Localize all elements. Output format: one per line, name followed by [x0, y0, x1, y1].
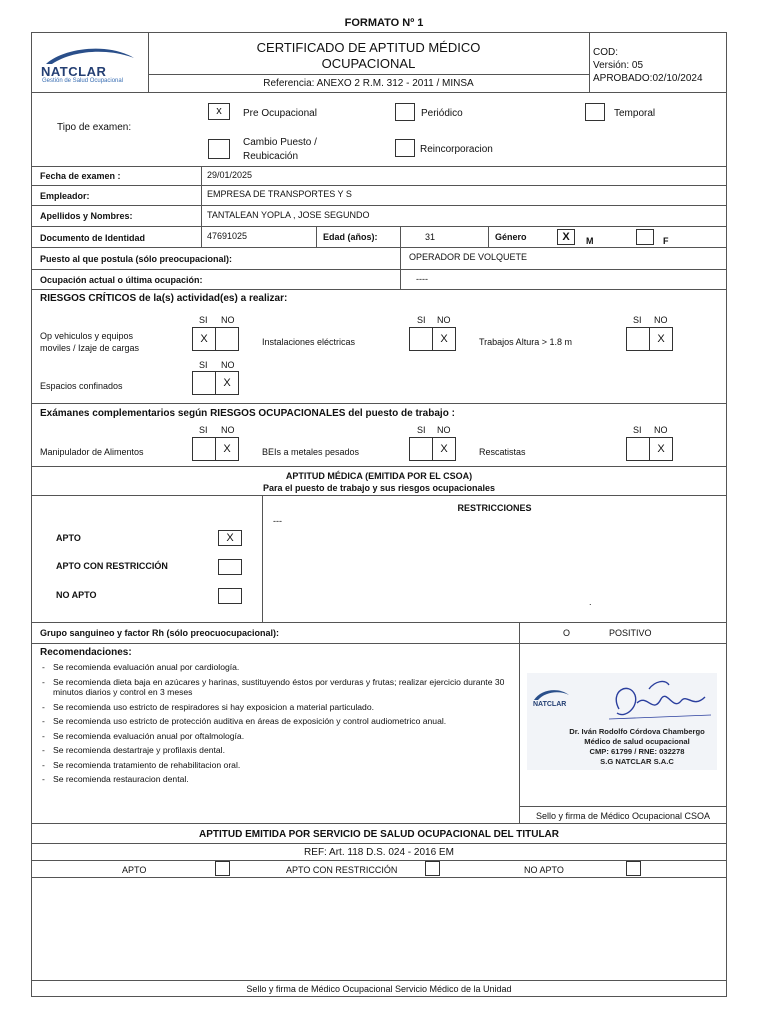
certificate-title: CERTIFICADO DE APTITUD MÉDICO OCUPACIONAL [256, 40, 481, 71]
titular-restriccion-label: APTO CON RESTRICCIÓN [286, 865, 398, 875]
grupo-blood-type: O [563, 628, 571, 638]
aptitud-apto-label: APTO [56, 533, 81, 543]
riesgo-electricas-no[interactable]: X [432, 327, 456, 351]
exam-pre-ocupacional-checkbox[interactable]: x [208, 103, 230, 120]
examen-no-header-1: NO [221, 425, 235, 435]
examen-no-header-2: NO [437, 425, 451, 435]
examen-rescatistas-si[interactable] [626, 437, 650, 461]
riesgo-espacios-no[interactable]: X [215, 371, 239, 395]
stamp-caption: Sello y firma de Médico Ocupacional CSOA [535, 811, 711, 821]
titular-no-apto-checkbox[interactable] [626, 861, 641, 876]
examen-rescatistas-no[interactable]: X [649, 437, 673, 461]
examen-no-header-3: NO [654, 425, 668, 435]
aptitud-no-apto-label: NO APTO [56, 590, 97, 600]
titular-apto-checkbox[interactable] [215, 861, 230, 876]
riesgo-op-vehiculos-si[interactable]: X [192, 327, 216, 351]
recomendacion-item: - Se recomienda evaluación anual por cardiología. [38, 662, 514, 673]
riesgo-espacios-label: Espacios confinados [40, 381, 123, 391]
riesgo-electricas-si[interactable] [409, 327, 433, 351]
doc-meta: COD: Versión: 05 APROBADO:02/10/2024 [593, 47, 703, 84]
titular-title: APTITUD EMITIDA POR SERVICIO DE SALUD OCUPACIONAL DEL TITULAR [198, 829, 559, 840]
titular-no-apto-label: NO APTO [524, 865, 564, 875]
puesto-value: OPERADOR DE VOLQUETE [409, 252, 528, 262]
natclar-logo [38, 44, 142, 86]
exam-periodico-label: Periódico [421, 108, 463, 119]
stamp-logo-text: NATCLAR [533, 701, 567, 708]
recomendaciones-list [38, 662, 514, 789]
aptitud-title: APTITUD MÉDICA (EMITIDA POR EL CSOA) Para el puesto de trabajo y sus riesgos ocupacionales [262, 471, 496, 493]
grupo-label: Grupo sanguineo y factor Rh (sólo preocuocupacional): [40, 628, 280, 638]
riesgo-altura-no[interactable]: X [649, 327, 673, 351]
nombres-value: TANTALEAN YOPLA , JOSE SEGUNDO [207, 210, 370, 220]
examen-manipulador-no[interactable]: X [215, 437, 239, 461]
titular-ref: REF: Art. 118 D.S. 024 - 2016 EM [304, 847, 454, 858]
titular-apto-label: APTO [122, 865, 147, 875]
genero-m-checkbox[interactable]: X [557, 229, 575, 245]
signature-icon [589, 675, 717, 727]
doctor-stamp [527, 673, 717, 770]
reference-line: Referencia: ANEXO 2 R.M. 312 - 2011 / MINSA [263, 78, 474, 89]
riesgo-op-vehiculos-no[interactable] [215, 327, 239, 351]
riesgo-altura-si[interactable] [626, 327, 650, 351]
ocupacion-value: ---- [416, 274, 428, 284]
riesgo-no-header-3: NO [654, 315, 668, 325]
recomendacion-item: - Se recomienda restauracion dental. [38, 774, 514, 785]
examen-beis-label: BEIs a metales pesados [262, 447, 360, 457]
recomendacion-item: - Se recomienda uso estricto de respiradores si hay exposicion a material particulado. [38, 702, 514, 713]
aptitud-restriccion-label: APTO CON RESTRICCIÓN [56, 561, 168, 571]
exam-reincorporacion-checkbox[interactable] [395, 139, 415, 157]
fecha-value: 29/01/2025 [207, 170, 253, 180]
edad-label: Edad (años): [323, 232, 378, 242]
examen-beis-no[interactable]: X [432, 437, 456, 461]
formato-label: FORMATO Nº 1 [344, 17, 424, 29]
documento-value: 47691025 [207, 231, 248, 241]
examenes-title: Exámanes complementarios según RIESGOS OCUPACIONALES del puesto de trabajo : [40, 408, 455, 419]
exam-cambio-puesto-checkbox[interactable] [208, 139, 230, 159]
empleador-value: EMPRESA DE TRANSPORTES Y S [207, 189, 352, 199]
aptitud-restriccion-checkbox[interactable] [218, 559, 242, 575]
documento-label: Documento de Identidad [40, 233, 146, 243]
riesgos-title: RIESGOS CRÍTICOS de la(s) actividad(es) a realizar: [40, 293, 288, 304]
examen-si-header-3: SI [633, 425, 642, 435]
stamp-text: Dr. Iván Rodolfo Córdova Chambergo Médico de salud ocupacional CMP: 61799 / RNE: 032278 S.G NATCLAR S.A.C [569, 727, 705, 766]
edad-value: 31 [425, 232, 436, 242]
recomendaciones-title: Recomendaciones: [40, 647, 132, 658]
examen-manipulador-label: Manipulador de Alimentos [40, 447, 144, 457]
examen-beis-si[interactable] [409, 437, 433, 461]
recomendacion-item: - Se recomienda uso estricto de protección auditiva en áreas de exposición y control audiometrico anual. [38, 716, 514, 727]
aptitud-no-apto-checkbox[interactable] [218, 588, 242, 604]
genero-f-label: F [663, 236, 669, 246]
logo-tagline: Gestión de Salud Ocupacional [42, 78, 124, 84]
riesgo-espacios-si[interactable] [192, 371, 216, 395]
nombres-label: Apellidos y Nombres: [40, 211, 133, 221]
examen-si-header-2: SI [417, 425, 426, 435]
recomendacion-item: - Se recomienda evaluación anual por oftalmología. [38, 731, 514, 742]
titular-footer: Sello y firma de Médico Ocupacional Servicio Médico de la Unidad [246, 984, 512, 994]
riesgo-no-header-4: NO [221, 360, 235, 370]
aptitud-apto-checkbox[interactable]: X [218, 530, 242, 546]
stamp-logo-swoosh-icon [531, 687, 571, 701]
riesgo-altura-label: Trabajos Altura > 1.8 m [479, 337, 572, 347]
riesgo-si-header-3: SI [633, 315, 642, 325]
genero-m-label: M [586, 236, 594, 246]
logo-text: NATCLAR [41, 64, 107, 79]
riesgo-no-header-2: NO [437, 315, 451, 325]
examen-si-header-1: SI [199, 425, 208, 435]
exam-type-label: Tipo de examen: [57, 122, 132, 133]
riesgo-op-vehiculos-label: Op vehiculos y equipos moviles / Izaje de cargas [40, 331, 140, 353]
exam-cambio-puesto-label: Cambio Puesto / Reubicación [243, 137, 317, 162]
exam-temporal-label: Temporal [614, 108, 656, 119]
exam-temporal-checkbox[interactable] [585, 103, 605, 121]
genero-label: Género [495, 232, 527, 242]
riesgo-si-header-4: SI [199, 360, 208, 370]
exam-pre-ocupacional-label: Pre Ocupacional [243, 108, 317, 119]
recomendacion-item: - Se recomienda tratamiento de rehabilitacion oral. [38, 760, 514, 771]
puesto-label: Puesto al que postula (sólo preocupacional): [40, 254, 233, 264]
restricciones-title: RESTRICCIONES [457, 503, 532, 513]
exam-reincorporacion-label: Reincorporacion [420, 144, 493, 155]
logo-swoosh-icon [38, 44, 142, 66]
genero-f-checkbox[interactable] [636, 229, 654, 245]
grupo-rh: POSITIVO [609, 628, 652, 638]
exam-periodico-checkbox[interactable] [395, 103, 415, 121]
riesgo-electricas-label: Instalaciones eléctricas [262, 337, 356, 347]
empleador-label: Empleador: [40, 191, 90, 201]
restricciones-dot: . [589, 597, 592, 607]
recomendacion-item: - Se recomienda dieta baja en azúcares y harinas, sustituyendo éstos por verduras y frutas; realizar ejercicio durante 30 minutos diarios y control en 3 meses [38, 677, 514, 698]
fecha-label: Fecha de examen : [40, 171, 121, 181]
examen-manipulador-si[interactable] [192, 437, 216, 461]
examen-rescatistas-label: Rescatistas [479, 447, 526, 457]
recomendacion-item: - Se recomienda destartraje y profilaxis dental. [38, 745, 514, 756]
restricciones-value: --- [273, 516, 282, 526]
riesgo-si-header: SI [199, 315, 208, 325]
titular-restriccion-checkbox[interactable] [425, 861, 440, 876]
ocupacion-label: Ocupación actual o última ocupación: [40, 275, 203, 285]
riesgo-si-header-2: SI [417, 315, 426, 325]
riesgo-no-header: NO [221, 315, 235, 325]
